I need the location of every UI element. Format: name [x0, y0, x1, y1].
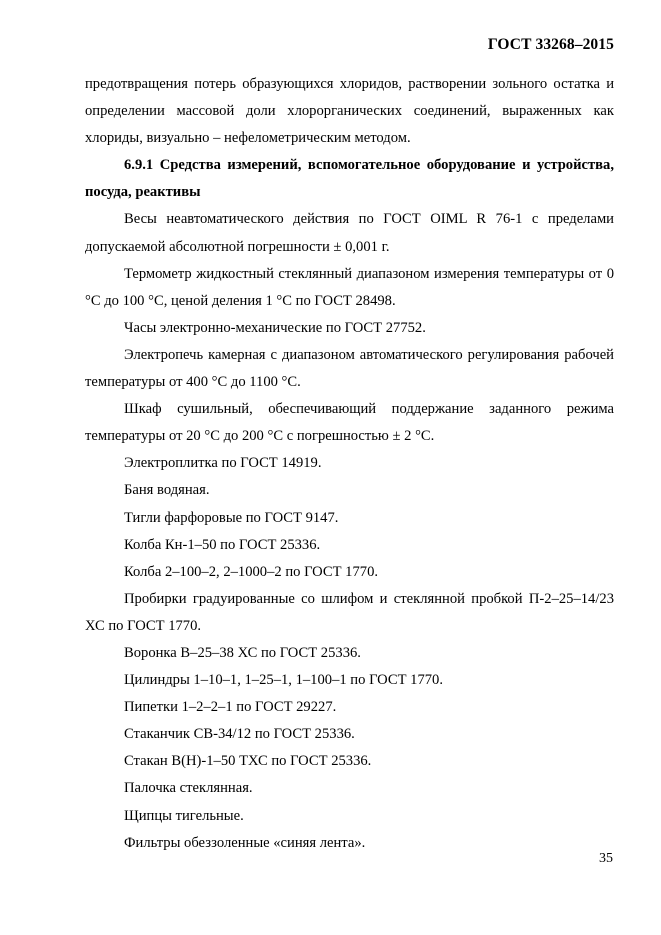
page-number: 35 [599, 851, 613, 866]
document-header-standard-code: ГОСТ 33268–2015 [487, 36, 614, 53]
list-item: Цилиндры 1–10–1, 1–25–1, 1–100–1 по ГОСТ 1770. [124, 672, 443, 689]
intro-paragraph: предотвращения потерь образующихся хлоридов, растворении зольного остатка и определении массовой доли хлорорганических соединений, выраженных как хлориды, визуально – нефелометрическим методом. [85, 76, 614, 147]
list-item: Палочка стеклянная. [124, 780, 253, 797]
list-item: Тигли фарфоровые по ГОСТ 9147. [124, 509, 339, 526]
list-item: Щипцы тигельные. [124, 807, 244, 824]
list-item: Пробирки градуированные со шлифом и стеклянной пробкой П-2–25–14/23 ХС по ГОСТ 1770. [85, 590, 614, 634]
list-item: Электропечь камерная с диапазоном автоматического регулирования рабочей температуры от 400 °С до 1100 °С. [85, 346, 614, 391]
list-item: Воронка В–25–38 ХС по ГОСТ 25336. [124, 644, 361, 661]
list-item: Пипетки 1–2–2–1 по ГОСТ 29227. [124, 699, 337, 716]
list-item: Колба Кн-1–50 по ГОСТ 25336. [124, 536, 321, 553]
list-item: Стакан В(Н)-1–50 ТХС по ГОСТ 25336. [124, 753, 372, 770]
document-body [85, 71, 614, 857]
list-item: Электроплитка по ГОСТ 14919. [124, 455, 322, 472]
list-item: Термометр жидкостный стеклянный диапазоном измерения температуры от 0 °С до 100 °С, ценой деления 1 °С по ГОСТ 28498. [85, 265, 614, 309]
list-item: Часы электронно-механические по ГОСТ 27752. [124, 319, 426, 336]
list-item: Шкаф сушильный, обеспечивающий поддержание заданного режима температуры от 20 °С до 200 °С с погрешностью ± 2 °С. [85, 401, 614, 445]
list-item: Колба 2–100–2, 2–1000–2 по ГОСТ 1770. [124, 563, 379, 580]
list-item: Весы неавтоматического действия по ГОСТ OIML R 76-1 с пределами допускаемой абсолютной погрешности ± 0,001 г. [85, 211, 614, 255]
section-heading: 6.9.1 Средства измерений, вспомогательное оборудование и устройства, посуда, реактивы [85, 157, 614, 201]
list-item: Стаканчик СВ-34/12 по ГОСТ 25336. [124, 726, 355, 743]
list-item: Фильтры обеззоленные «синяя лента». [124, 834, 366, 851]
list-item: Баня водяная. [124, 482, 210, 499]
